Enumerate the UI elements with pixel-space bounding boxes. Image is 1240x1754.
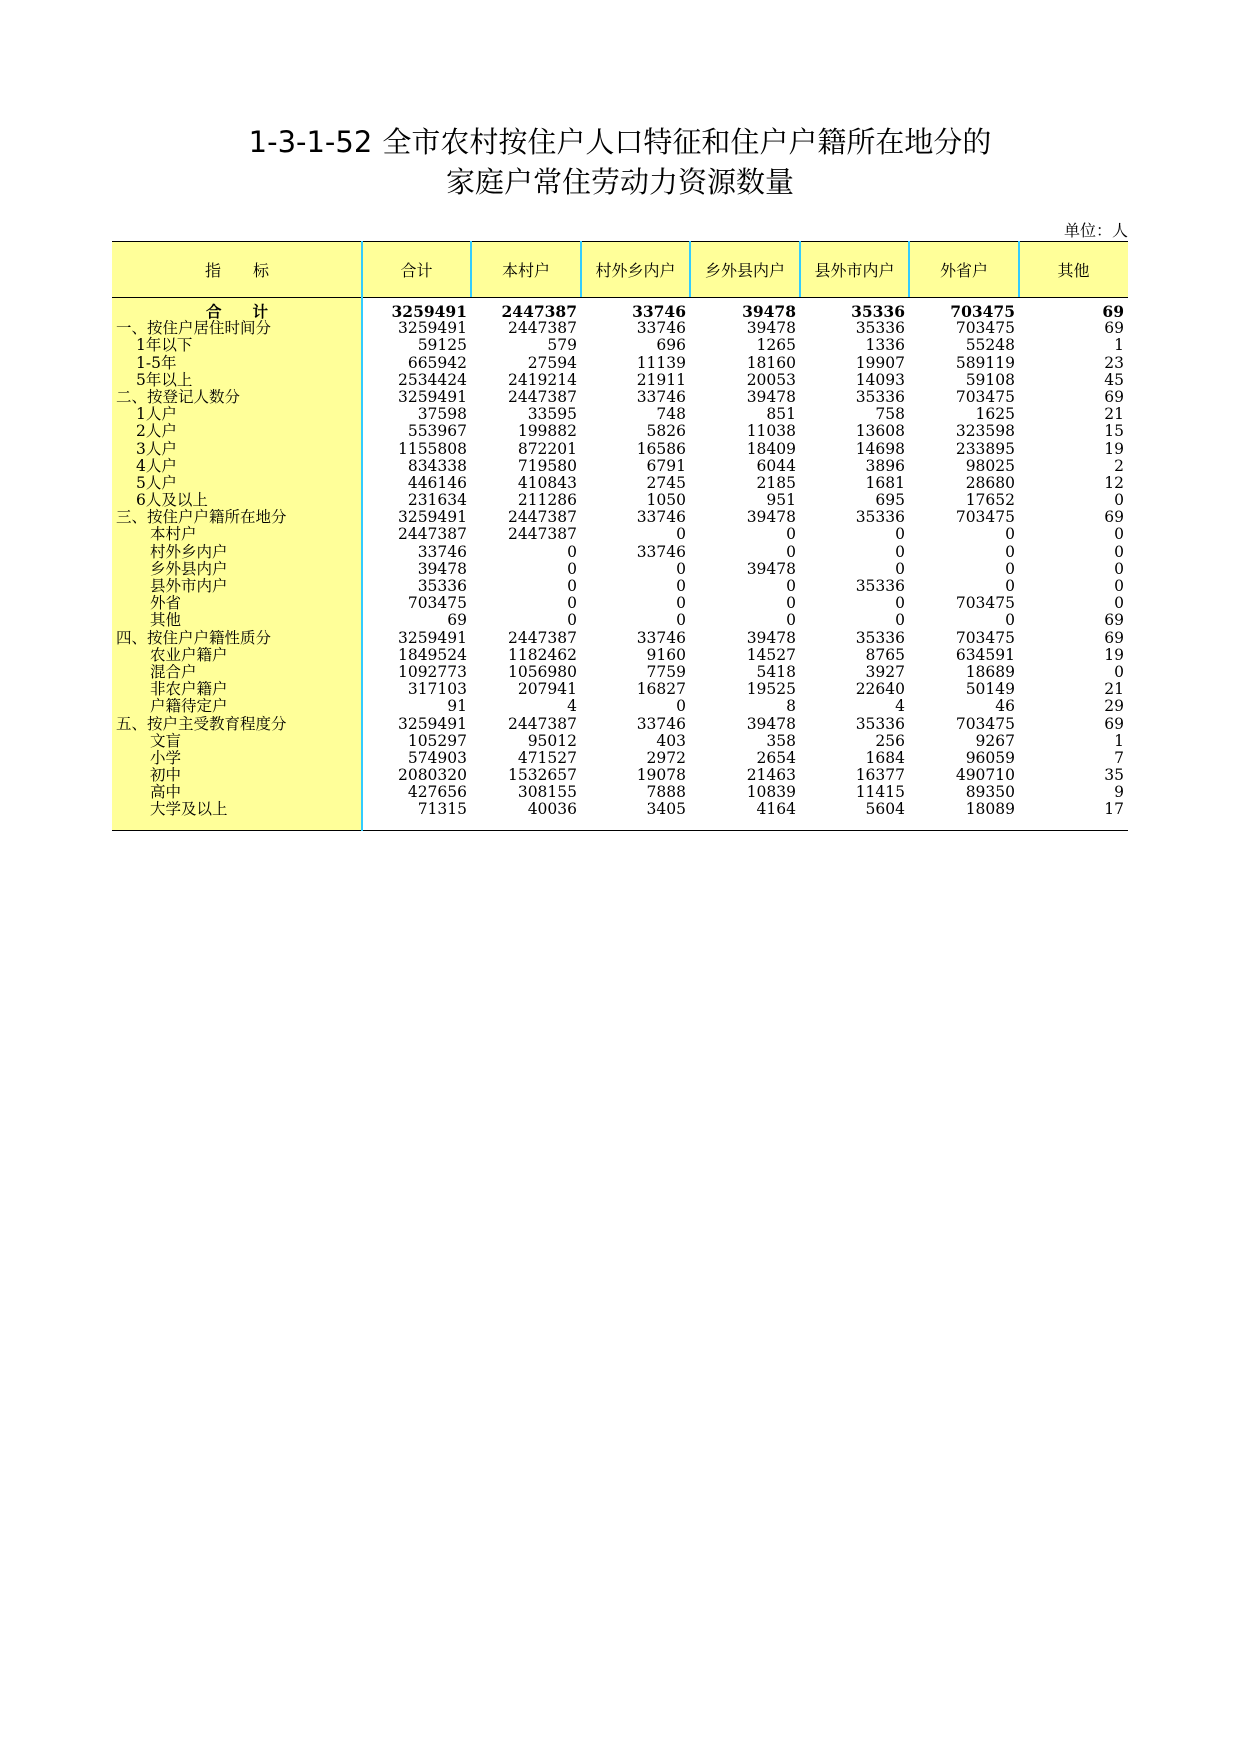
column-header: 指 标 [204,260,269,280]
table-row [112,544,1128,561]
cell-value: 231634 [407,491,467,510]
cell-value: 0 [676,697,686,716]
cell-value: 2080320 [397,766,467,785]
cell-value: 323598 [955,422,1015,441]
header-column-divider [580,241,582,297]
table-row [112,801,1128,818]
cell-value: 11415 [855,783,905,802]
cell-value: 851 [766,405,796,424]
cell-value: 2 [1114,456,1124,475]
cell-value: 1532657 [507,766,577,785]
cell-value: 33746 [636,628,686,647]
header-column-divider [908,241,910,297]
table-row [112,630,1128,647]
row-label: 5人户 [136,473,177,492]
table-body [112,303,1128,819]
table-row [112,303,1128,320]
cell-value: 28680 [965,473,1015,492]
cell-value: 703475 [955,594,1015,613]
header-bottom-border [112,297,1128,298]
cell-value: 317103 [407,680,467,699]
cell-value: 1625 [975,405,1015,424]
cell-value: 69 [1104,628,1124,647]
cell-value: 3259491 [391,302,467,321]
cell-value: 3259491 [397,714,467,733]
row-label: 本村户 [150,525,197,544]
cell-value: 403 [656,731,686,750]
row-label: 2人户 [136,422,177,441]
header-column-divider [689,241,691,297]
cell-value: 45 [1104,370,1124,389]
table-row [112,595,1128,612]
cell-value: 33746 [632,302,686,321]
row-label: 县外市内户 [150,577,228,595]
cell-value: 0 [567,559,577,578]
row-label: 乡外县内户 [150,559,228,578]
cell-value: 33595 [527,405,577,424]
cell-value: 0 [895,559,905,578]
cell-value: 0 [567,611,577,630]
row-label: 1-5年 [136,353,177,372]
table-row [112,767,1128,784]
table-row [112,526,1128,543]
cell-value: 446146 [407,473,467,492]
cell-value: 579 [547,336,577,355]
cell-value: 17652 [965,491,1015,510]
table-row [112,698,1128,715]
cell-value: 91 [447,697,467,716]
table-row [112,561,1128,578]
cell-value: 6791 [646,456,686,475]
cell-value: 35336 [855,387,905,406]
column-header: 县外市内户 [814,260,895,280]
cell-value: 2447387 [507,714,577,733]
cell-value: 5604 [865,800,905,819]
row-label: 1人户 [136,405,177,424]
row-label: 五、按户主受教育程度分 [116,714,287,733]
row-label: 农业户籍户 [150,645,228,664]
cell-value: 69 [1102,302,1124,321]
cell-value: 14527 [746,645,796,664]
cell-value: 0 [895,594,905,613]
cell-value: 1056980 [507,662,577,681]
cell-value: 2185 [756,473,796,492]
row-label: 高中 [150,783,182,802]
cell-value: 695 [875,491,905,510]
cell-value: 9160 [646,645,686,664]
cell-value: 69 [1104,508,1124,527]
cell-value: 3259491 [397,628,467,647]
cell-value: 3259491 [397,319,467,338]
table-row [112,337,1128,354]
cell-value: 10839 [746,783,796,802]
cell-value: 19 [1104,439,1124,458]
row-label: 其他 [150,611,182,630]
row-label: 5年以上 [136,370,193,389]
cell-value: 35336 [417,577,467,595]
cell-value: 3405 [646,800,686,819]
table-row [112,750,1128,767]
table-row [112,716,1128,733]
cell-value: 8765 [865,645,905,664]
cell-value: 0 [567,577,577,595]
cell-value: 21 [1104,680,1124,699]
table-row [112,423,1128,440]
cell-value: 0 [676,594,686,613]
table-row [112,784,1128,801]
cell-value: 0 [786,542,796,561]
cell-value: 719580 [517,456,577,475]
cell-value: 39478 [417,559,467,578]
column-header: 本村户 [501,260,550,280]
cell-value: 6044 [756,456,796,475]
cell-value: 35336 [855,319,905,338]
cell-value: 0 [895,525,905,544]
row-label: 二、按登记人数分 [116,387,241,406]
cell-value: 39478 [746,559,796,578]
cell-value: 0 [1114,577,1124,595]
cell-value: 2447387 [507,319,577,338]
cell-value: 59125 [417,336,467,355]
table-row [112,733,1128,750]
cell-value: 2654 [756,748,796,767]
table-row [112,406,1128,423]
cell-value: 105297 [407,731,467,750]
cell-value: 29 [1104,697,1124,716]
table-row [112,647,1128,664]
cell-value: 2534424 [397,370,467,389]
cell-value: 35336 [851,302,905,321]
cell-value: 55248 [965,336,1015,355]
table-row [112,612,1128,629]
cell-value: 37598 [417,405,467,424]
table-row [112,355,1128,372]
column-header: 合计 [400,260,433,280]
cell-value: 39478 [746,387,796,406]
header-column-divider [799,241,801,297]
cell-value: 1155808 [397,439,467,458]
cell-value: 59108 [965,370,1015,389]
row-label: 四、按住户户籍性质分 [116,628,272,647]
cell-value: 589119 [955,353,1015,372]
row-label: 4人户 [136,456,177,475]
cell-value: 20053 [746,370,796,389]
cell-value: 5418 [756,662,796,681]
cell-value: 703475 [955,387,1015,406]
table-row [112,509,1128,526]
data-table [112,241,1128,831]
cell-value: 3259491 [397,387,467,406]
cell-value: 95012 [527,731,577,750]
cell-value: 2447387 [501,302,577,321]
table-row [112,372,1128,389]
cell-value: 17 [1104,800,1124,819]
cell-value: 2447387 [507,628,577,647]
cell-value: 574903 [407,748,467,767]
cell-value: 11038 [746,422,796,441]
cell-value: 0 [786,611,796,630]
cell-value: 4164 [756,800,796,819]
cell-value: 39478 [746,508,796,527]
cell-value: 4 [895,697,905,716]
cell-value: 4 [567,697,577,716]
cell-value: 35336 [855,714,905,733]
row-label: 3人户 [136,439,177,458]
row-label: 混合户 [150,662,197,681]
cell-value: 0 [676,611,686,630]
cell-value: 27594 [527,353,577,372]
cell-value: 634591 [955,645,1015,664]
row-label: 非农户籍户 [150,680,228,699]
cell-value: 0 [1005,559,1015,578]
cell-value: 2419214 [507,370,577,389]
cell-value: 33746 [636,714,686,733]
cell-value: 0 [1005,525,1015,544]
cell-value: 14698 [855,439,905,458]
cell-value: 39478 [746,319,796,338]
cell-value: 69 [447,611,467,630]
cell-value: 0 [786,525,796,544]
cell-value: 69 [1104,714,1124,733]
cell-value: 0 [567,542,577,561]
cell-value: 7888 [646,783,686,802]
cell-value: 1849524 [397,645,467,664]
cell-value: 410843 [517,473,577,492]
cell-value: 13608 [855,422,905,441]
column-header: 村外乡内户 [595,260,676,280]
cell-value: 5826 [646,422,686,441]
row-label: 6人及以上 [136,491,208,510]
cell-value: 16377 [855,766,905,785]
cell-value: 0 [1114,594,1124,613]
cell-value: 2447387 [507,508,577,527]
cell-value: 199882 [517,422,577,441]
cell-value: 358 [766,731,796,750]
cell-value: 0 [1114,491,1124,510]
cell-value: 35336 [855,628,905,647]
row-label: 三、按住户户籍所在地分 [116,508,287,527]
cell-value: 11139 [636,353,686,372]
cell-value: 703475 [407,594,467,613]
cell-value: 39478 [746,628,796,647]
cell-value: 16586 [636,439,686,458]
cell-value: 3259491 [397,508,467,527]
title-line-1: 全市农村按住户人口特征和住户户籍所在地分的 [382,125,992,159]
cell-value: 0 [676,559,686,578]
cell-value: 9267 [975,731,1015,750]
cell-value: 3927 [865,662,905,681]
cell-value: 0 [567,594,577,613]
header-column-divider [1018,241,1020,297]
cell-value: 0 [1114,525,1124,544]
cell-value: 69 [1104,611,1124,630]
cell-value: 748 [656,405,686,424]
table-row [112,389,1128,406]
cell-value: 9 [1114,783,1124,802]
cell-value: 18689 [965,662,1015,681]
row-label: 小学 [150,748,182,767]
cell-value: 553967 [407,422,467,441]
cell-value: 33746 [417,542,467,561]
cell-value: 19525 [746,680,796,699]
page-title [0,122,1240,162]
cell-value: 16827 [636,680,686,699]
cell-value: 0 [786,577,796,595]
row-label: 外省 [150,594,182,613]
cell-value: 96059 [965,748,1015,767]
cell-value: 33746 [636,508,686,527]
cell-value: 39478 [746,714,796,733]
row-label: 合 计 [205,302,268,321]
cell-value: 98025 [965,456,1015,475]
cell-value: 1050 [646,491,686,510]
cell-value: 12 [1104,473,1124,492]
cell-value: 18160 [746,353,796,372]
cell-value: 0 [676,577,686,595]
unit-label: 单位：人 [1063,221,1128,240]
cell-value: 703475 [955,319,1015,338]
cell-value: 33746 [636,319,686,338]
cell-value: 0 [895,611,905,630]
cell-value: 69 [1104,387,1124,406]
row-label: 大学及以上 [150,800,228,819]
cell-value: 8 [786,697,796,716]
page-subtitle: 家庭户常住劳动力资源数量 [445,165,794,199]
cell-value: 256 [875,731,905,750]
cell-value: 0 [676,525,686,544]
cell-value: 18409 [746,439,796,458]
row-label: 一、按住户居住时间分 [116,319,272,338]
cell-value: 1182462 [507,645,577,664]
table-number: 1-3-1-52 [248,125,373,159]
cell-value: 18089 [965,800,1015,819]
column-header: 其他 [1057,260,1090,280]
cell-value: 35 [1104,766,1124,785]
cell-value: 0 [1114,542,1124,561]
cell-value: 1336 [865,336,905,355]
cell-value: 1 [1114,336,1124,355]
cell-value: 39478 [742,302,796,321]
cell-value: 89350 [965,783,1015,802]
cell-value: 33746 [636,542,686,561]
cell-value: 19078 [636,766,686,785]
cell-value: 0 [1114,559,1124,578]
cell-value: 19907 [855,353,905,372]
cell-value: 0 [1005,611,1015,630]
cell-value: 703475 [950,302,1015,321]
cell-value: 0 [1114,662,1124,681]
cell-value: 471527 [517,748,577,767]
cell-value: 35336 [855,577,905,595]
cell-value: 1684 [865,748,905,767]
cell-value: 21911 [636,370,686,389]
table-row [112,441,1128,458]
cell-value: 3896 [865,456,905,475]
cell-value: 665942 [407,353,467,372]
cell-value: 71315 [417,800,467,819]
cell-value: 872201 [517,439,577,458]
cell-value: 7 [1114,748,1124,767]
table-row [112,664,1128,681]
cell-value: 19 [1104,645,1124,664]
row-label: 村外乡内户 [150,542,228,561]
row-label: 1年以下 [136,336,193,355]
cell-value: 2447387 [507,525,577,544]
cell-value: 69 [1104,319,1124,338]
row-label: 户籍待定户 [150,697,228,716]
cell-value: 1681 [865,473,905,492]
cell-value: 0 [786,594,796,613]
cell-value: 0 [1005,577,1015,595]
cell-value: 233895 [955,439,1015,458]
table-row [112,492,1128,509]
cell-value: 703475 [955,628,1015,647]
table-bottom-border [112,830,1128,831]
cell-value: 7759 [646,662,686,681]
header-column-divider [470,241,472,297]
table-row [112,578,1128,595]
column-header: 乡外县内户 [704,260,785,280]
cell-value: 40036 [527,800,577,819]
cell-value: 207941 [517,680,577,699]
cell-value: 490710 [955,766,1015,785]
cell-value: 15 [1104,422,1124,441]
cell-value: 21463 [746,766,796,785]
cell-value: 758 [875,405,905,424]
cell-value: 1265 [756,336,796,355]
cell-value: 696 [656,336,686,355]
cell-value: 2447387 [397,525,467,544]
table-row [112,475,1128,492]
cell-value: 211286 [517,491,577,510]
cell-value: 308155 [517,783,577,802]
cell-value: 33746 [636,387,686,406]
cell-value: 14093 [855,370,905,389]
cell-value: 35336 [855,508,905,527]
cell-value: 2972 [646,748,686,767]
column-header: 外省户 [939,260,988,280]
cell-value: 50149 [965,680,1015,699]
cell-value: 427656 [407,783,467,802]
cell-value: 22640 [855,680,905,699]
row-label: 初中 [150,766,182,785]
row-label: 文盲 [150,731,182,750]
cell-value: 951 [766,491,796,510]
cell-value: 46 [995,697,1015,716]
cell-value: 834338 [407,456,467,475]
cell-value: 703475 [955,714,1015,733]
cell-value: 1 [1114,731,1124,750]
cell-value: 21 [1104,405,1124,424]
cell-value: 2745 [646,473,686,492]
cell-value: 2447387 [507,387,577,406]
cell-value: 0 [1005,542,1015,561]
cell-value: 0 [895,542,905,561]
cell-value: 1092773 [397,662,467,681]
cell-value: 703475 [955,508,1015,527]
table-row [112,320,1128,337]
cell-value: 23 [1104,353,1124,372]
table-row [112,681,1128,698]
table-row [112,458,1128,475]
